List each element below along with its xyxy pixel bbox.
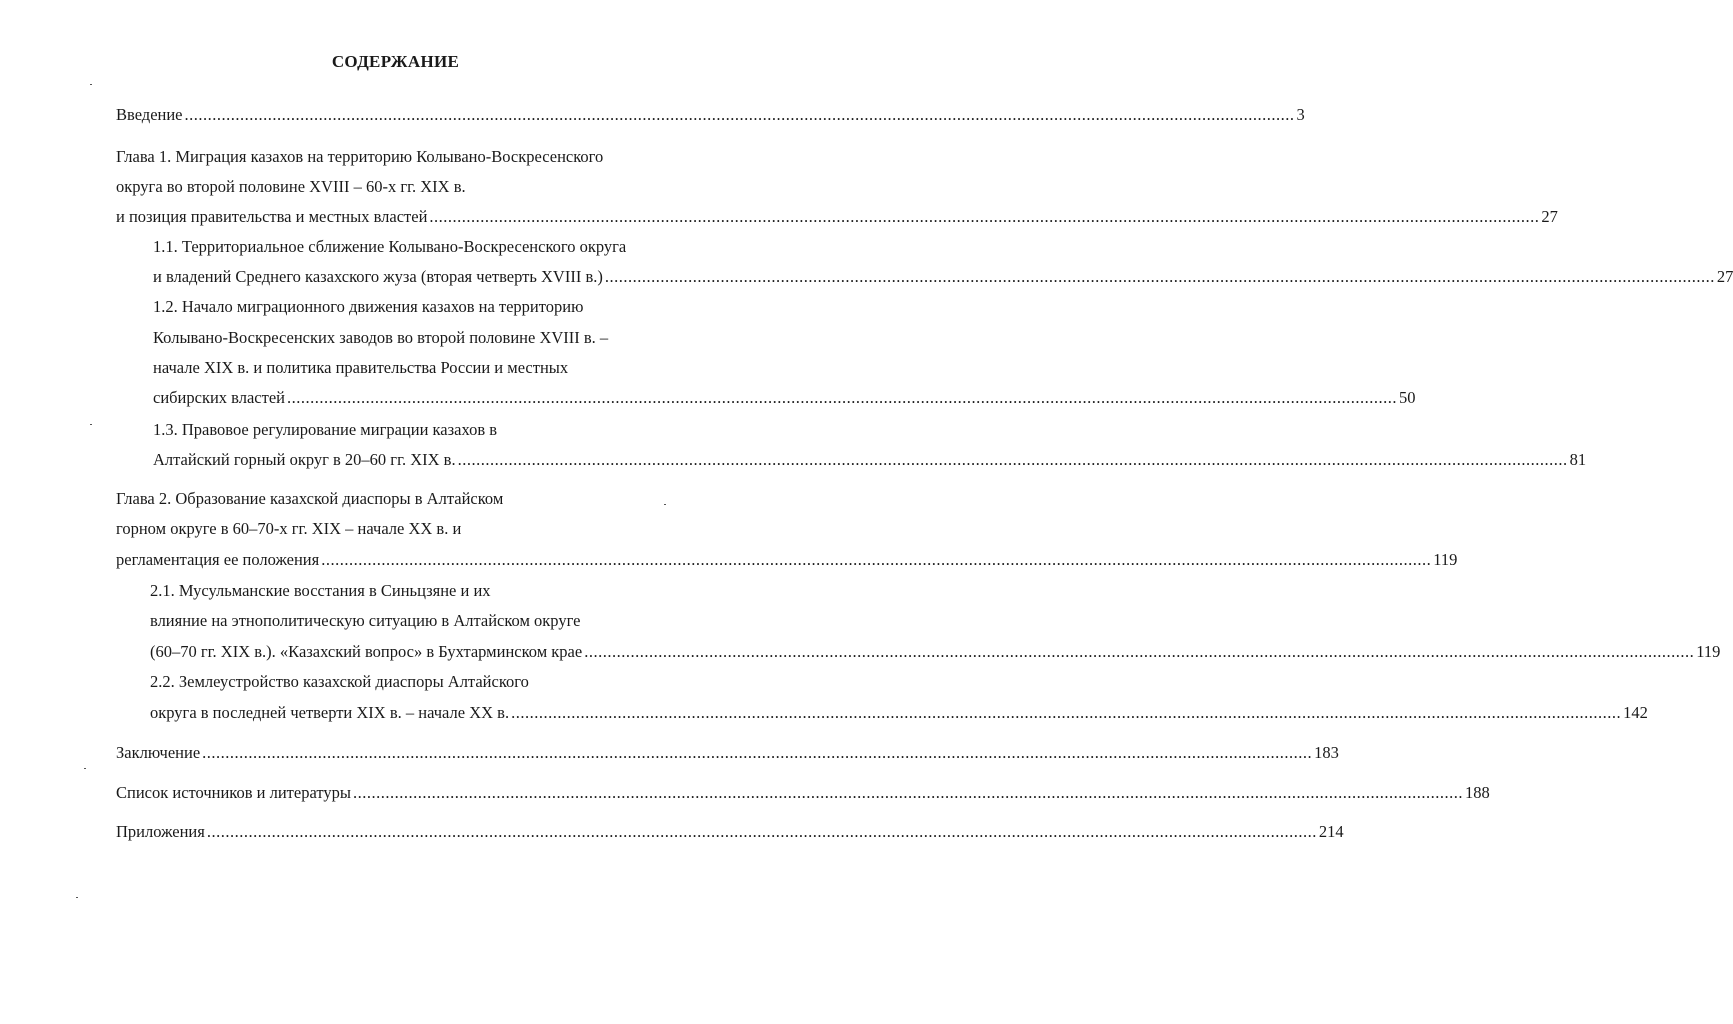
toc-entry-section-2-1[interactable] (150, 641, 1721, 663)
toc-page-number: 119 (1433, 550, 1458, 569)
section-2-2-line-1: 2.2. Землеустройство казахской диаспоры Алтайского (150, 672, 529, 691)
dot-leader: ................................................................................................................................................................................................................................................ (584, 642, 1695, 661)
toc-entry-label: Приложения (116, 822, 205, 841)
toc-entry-label: и позиция правительства и местных властей (116, 207, 428, 226)
dot-leader: ................................................................................................................................................................................................................................................ (457, 450, 1568, 469)
toc-entry-intro[interactable] (116, 104, 1305, 126)
toc-entry-section-1-1[interactable] (153, 266, 1733, 288)
dot-leader: ................................................................................................................................................................................................................................................ (321, 550, 1432, 569)
toc-page-number: 142 (1623, 703, 1648, 722)
toc-entry-label: Алтайский горный округ в 20–60 гг. XIX в. (153, 450, 456, 469)
section-1-2-line-3: начале XIX в. и политика правительства России и местных (153, 358, 569, 377)
dot-leader: ................................................................................................................................................................................................................................................ (352, 783, 1463, 802)
dot-leader: ................................................................................................................................................................................................................................................ (184, 105, 1295, 124)
toc-entry-chapter-1[interactable] (116, 206, 1558, 228)
toc-page-number: 183 (1314, 743, 1339, 762)
toc-page-number: 3 (1296, 105, 1305, 124)
dot-leader: ................................................................................................................................................................................................................................................ (511, 703, 1622, 722)
toc-entry-appendix[interactable] (116, 821, 1344, 843)
toc-entry-section-1-2[interactable] (153, 387, 1416, 409)
toc-page-number: 188 (1464, 783, 1490, 802)
toc-entry-chapter-2[interactable] (116, 549, 1458, 571)
toc-entry-label: округа в последней четверти XIX в. – начале XX в. (150, 703, 510, 722)
toc-entry-sources[interactable] (116, 782, 1490, 804)
toc-entry-label: Введение (116, 105, 183, 124)
section-2-1-line-2: влияние на этнополитическую ситуацию в Алтайском округе (150, 611, 581, 630)
dot-leader: ................................................................................................................................................................................................................................................ (206, 822, 1317, 841)
section-1-2-line-2: Колывано-Воскресенских заводов во второй половине XVIII в. – (153, 328, 609, 347)
toc-page-number: 27 (1541, 207, 1558, 226)
dot-leader: ................................................................................................................................................................................................................................................ (429, 207, 1540, 226)
scan-speck (84, 768, 86, 769)
toc-entry-conclusion[interactable] (116, 742, 1339, 764)
section-1-1-line-1: 1.1. Территориальное сближение Колывано-Воскресенского округа (153, 237, 627, 256)
dot-leader: ................................................................................................................................................................................................................................................ (604, 267, 1715, 286)
toc-entry-label: Список источников и литературы (116, 783, 351, 802)
toc-entry-section-1-3[interactable] (153, 449, 1587, 471)
scan-speck (90, 84, 92, 85)
section-2-1-line-1: 2.1. Мусульманские восстания в Синьцзяне и их (150, 581, 491, 600)
toc-page-number: 119 (1696, 642, 1721, 661)
toc-entry-label: сибирских властей (153, 388, 285, 407)
toc-page-number: 50 (1399, 388, 1416, 407)
toc-entry-label: Заключение (116, 743, 201, 762)
chapter-2-heading-line-1: Глава 2. Образование казахской диаспоры в Алтайском (116, 489, 504, 508)
scan-speck (664, 504, 666, 505)
chapter-1-heading-line-1: Глава 1. Миграция казахов на территорию Колывано-Воскресенского (116, 147, 604, 166)
dot-leader: ................................................................................................................................................................................................................................................ (202, 743, 1313, 762)
toc-page-number: 27 (1716, 267, 1733, 286)
section-1-3-line-1: 1.3. Правовое регулирование миграции казахов в (153, 420, 498, 439)
toc-entry-section-2-2[interactable] (150, 702, 1648, 724)
chapter-1-heading-line-2: округа во второй половине XVIII – 60-х гг. XIX в. (116, 177, 466, 196)
chapter-2-heading-line-2: горном округе в 60–70-х гг. XIX – начале XX в. и (116, 519, 462, 538)
scan-speck (76, 897, 78, 898)
dot-leader: ................................................................................................................................................................................................................................................ (287, 388, 1397, 407)
toc-page-number: 81 (1569, 450, 1587, 469)
toc-entry-label: (60–70 гг. XIX в.). «Казахский вопрос» в Бухтарминском крае (150, 642, 583, 661)
toc-page-number: 214 (1318, 822, 1344, 841)
page-title: СОДЕРЖАНИЕ (331, 52, 460, 71)
section-1-2-line-1: 1.2. Начало миграционного движения казахов на территорию (153, 297, 584, 316)
scan-speck (90, 424, 92, 425)
toc-entry-label: регламентация ее положения (116, 550, 320, 569)
toc-entry-label: и владений Среднего казахского жуза (вторая четверть XVIII в.) (153, 267, 603, 286)
